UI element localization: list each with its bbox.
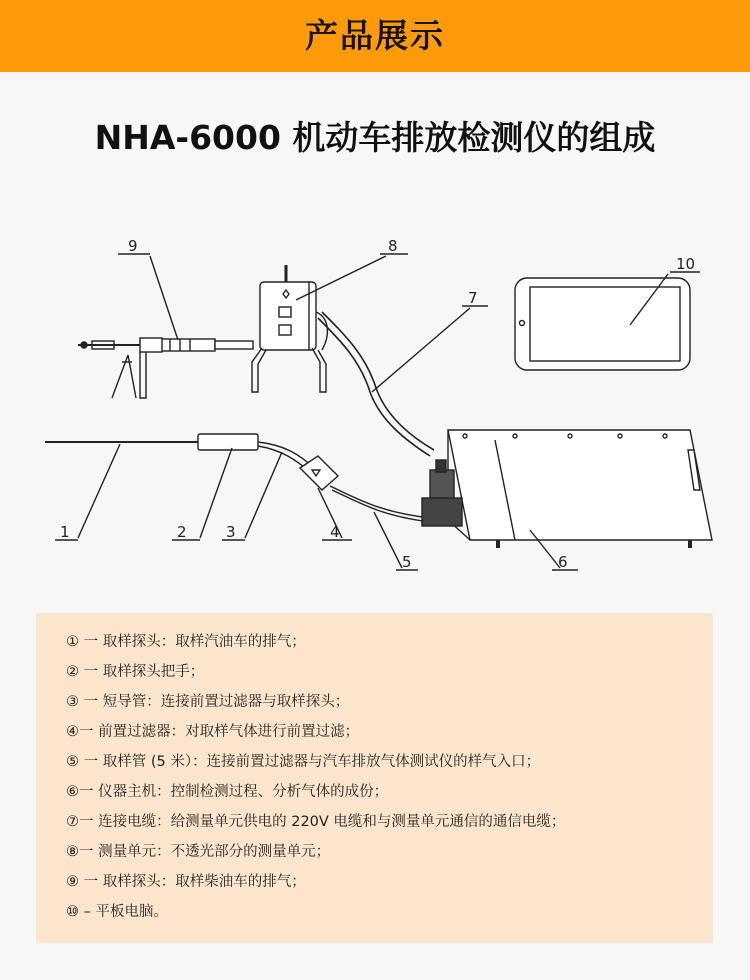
component-diagram xyxy=(0,215,750,595)
legend-item: ① 一 取样探头：取样汽油车的排气； xyxy=(66,634,306,650)
legend-item: ⑦一 连接电缆：给测量单元供电的 220V 电缆和与测量单元通信的通信电缆； xyxy=(66,814,566,830)
component-legend xyxy=(36,613,713,943)
legend-item: ⑤ 一 取样管 (5 米）：连接前置过滤器与汽车排放气体测试仪的样气入口； xyxy=(66,754,541,770)
legend-item: ⑩ – 平板电脑。 xyxy=(66,904,168,920)
legend-item: ④一 前置过滤器：对取样气体进行前置过滤； xyxy=(66,724,360,740)
callout-label-6: 6 xyxy=(558,553,568,571)
callout-label-2: 2 xyxy=(177,523,187,541)
legend-item: ③ 一 短导管：连接前置过滤器与取样探头； xyxy=(66,694,350,710)
legend-item: ② 一 取样探头把手； xyxy=(66,664,205,680)
legend-item: ⑨ 一 取样探头：取样柴油车的排气； xyxy=(66,874,306,890)
callout-label-7: 7 xyxy=(468,289,478,307)
measurement-unit-drawing xyxy=(252,265,327,392)
callout-label-4: 4 xyxy=(330,523,340,541)
legend-item: ⑧一 测量单元：不透光部分的测量单元； xyxy=(66,844,331,860)
callout-label-1: 1 xyxy=(60,523,70,541)
banner-title: 产品展示 xyxy=(305,16,445,55)
callout-label-8: 8 xyxy=(388,237,398,255)
callout-label-5: 5 xyxy=(402,553,412,571)
main-unit-drawing xyxy=(422,430,712,548)
pre-filter-drawing xyxy=(300,456,430,522)
page-title: NHA-6000 机动车排放检测仪的组成 xyxy=(94,118,656,157)
tablet-drawing xyxy=(515,278,690,370)
legend-item: ⑥一 仪器主机：控制检测过程、分析气体的成份； xyxy=(66,784,389,800)
callout-label-10: 10 xyxy=(676,255,696,273)
callout-label-3: 3 xyxy=(226,523,236,541)
probe-assembly-drawing xyxy=(45,434,314,472)
diesel-probe-drawing xyxy=(78,338,253,398)
callout-label-9: 9 xyxy=(128,237,138,255)
